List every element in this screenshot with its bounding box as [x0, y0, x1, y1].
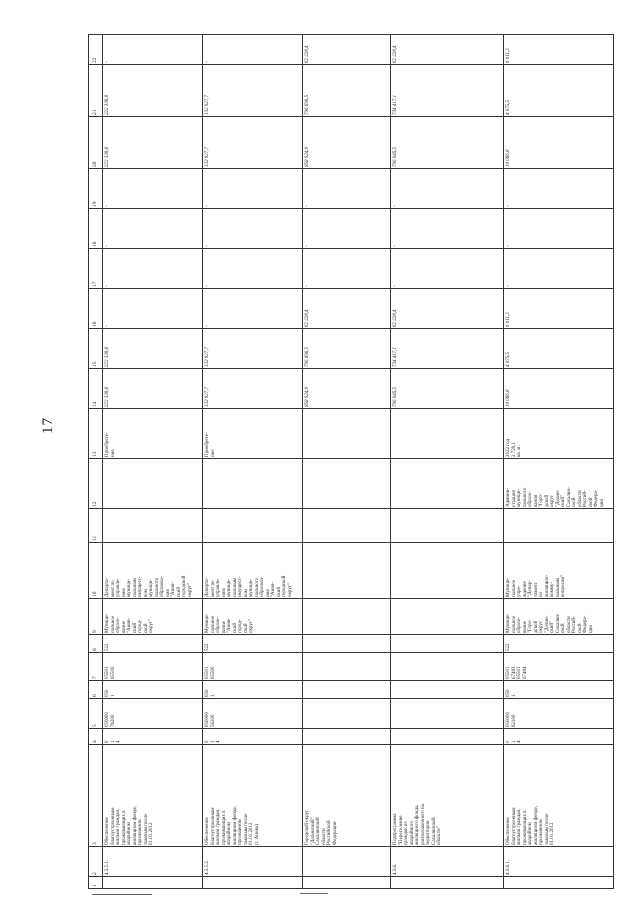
- cell-text: Приобрете- ние: [205, 432, 216, 457]
- cell-text: 222 338,8: [105, 387, 110, 407]
- table-row: [89, 509, 614, 543]
- table-cell: [103, 249, 203, 289]
- table-cell: [103, 117, 203, 169]
- table-cell: [391, 409, 504, 459]
- table-cell: [303, 459, 391, 509]
- table-row: [89, 543, 614, 599]
- table-cell: [103, 745, 203, 847]
- table-cell: [103, 699, 203, 729]
- header-label: 1: [92, 884, 98, 887]
- cell-text: 132 927,7: [205, 347, 210, 367]
- table-cell: [303, 169, 391, 209]
- header-cell: [89, 877, 103, 889]
- cell-text: -: [393, 205, 398, 207]
- cell-text: 05501 65500: [105, 666, 116, 679]
- table-cell: [303, 35, 391, 65]
- cell-text: 796 645,5: [393, 387, 398, 407]
- table-cell: [303, 599, 391, 635]
- table-row: [89, 877, 614, 889]
- table-cell: [391, 699, 504, 729]
- table-cell: [504, 249, 614, 289]
- table-cell: [103, 409, 203, 459]
- table-row: [89, 599, 614, 635]
- table-cell: [303, 877, 391, 889]
- cell-text: 4.3.5.1.: [105, 860, 110, 875]
- table-cell: [391, 35, 504, 65]
- header-label: 9: [92, 630, 98, 633]
- table-cell: [103, 329, 203, 369]
- cell-text: Городской округ "Долинский" Сахалинской области Российской Федерации: [305, 809, 338, 845]
- table-cell: [504, 599, 614, 635]
- table-cell: [391, 509, 504, 543]
- table-cell: [391, 249, 504, 289]
- scan-mark: [92, 894, 152, 895]
- cell-text: -: [305, 285, 310, 287]
- table-cell: [203, 681, 303, 699]
- table-cell: [103, 847, 203, 877]
- header-label: 19: [92, 201, 98, 207]
- cell-text: 522: [105, 643, 110, 651]
- cell-text: 796 696,5: [305, 95, 310, 115]
- cell-text: 2022 год 2 729,1 кв. м.: [506, 438, 522, 457]
- cell-text: 4 075,5: [506, 100, 511, 115]
- header-label: 22: [92, 57, 98, 63]
- cell-text: -: [205, 245, 210, 247]
- cell-text: 62 228,4: [305, 45, 310, 63]
- table-cell: [103, 65, 203, 117]
- table-cell: [103, 635, 203, 653]
- header-cell: [89, 117, 103, 169]
- table-cell: [391, 635, 504, 653]
- cell-text: Муници- пальное образо- вание "Анив- ский город- ской округ": [105, 613, 154, 633]
- table-cell: [391, 847, 504, 877]
- table-cell: [103, 877, 203, 889]
- cell-text: -: [305, 205, 310, 207]
- cell-text: -: [205, 285, 210, 287]
- cell-text: 050 1: [506, 689, 517, 697]
- header-label: 12: [92, 501, 98, 507]
- table-cell: [504, 509, 614, 543]
- cell-text: Муници- пальное учре- ждение "Депар- тамент по жилищно- комму- нальным вопросам": [506, 574, 566, 597]
- table-cell: [203, 369, 303, 409]
- table-cell: [203, 653, 303, 681]
- table-cell: [391, 169, 504, 209]
- header-label: 17: [92, 281, 98, 287]
- table-row: [89, 289, 614, 329]
- cell-text: 4.3.6.: [393, 863, 398, 875]
- cell-text: -: [506, 245, 511, 247]
- cell-text: 222 338,8: [105, 95, 110, 115]
- table-cell: [203, 329, 303, 369]
- header-cell: [89, 635, 103, 653]
- cell-text: Подпрограмма "Переселение граждан из аварийного жилищного фонда, расположенного на территории Сахалинской области": [393, 804, 442, 845]
- table-cell: [391, 543, 504, 599]
- cell-text: Департа- мент по управле- нию муници- пальным имущест- вом муници- пального образова- ния "Анив- ский городской округ": [105, 575, 193, 597]
- header-cell: [89, 699, 103, 729]
- header-cell: [89, 209, 103, 249]
- cell-text: 796 645,5: [393, 147, 398, 167]
- table-cell: [103, 653, 203, 681]
- table-row: [89, 65, 614, 117]
- table-cell: [203, 543, 303, 599]
- table-cell: [303, 249, 391, 289]
- header-cell: [89, 681, 103, 699]
- table-cell: [203, 249, 303, 289]
- header-cell: [89, 369, 103, 409]
- cell-text: -: [393, 285, 398, 287]
- table-cell: [391, 599, 504, 635]
- table-row: [89, 729, 614, 745]
- cell-text: 0 1 4: [506, 740, 522, 743]
- cell-text: 522: [506, 643, 511, 651]
- table-cell: [504, 369, 614, 409]
- table-cell: [103, 599, 203, 635]
- cell-text: Обеспечение благоустроенным жильем граждан, проживающих в аварийном жилищном фонде, признанном таковым после 01.01.2012: [105, 805, 154, 845]
- table-cell: [303, 729, 391, 745]
- table-cell: [504, 169, 614, 209]
- cell-text: 62 228,4: [393, 309, 398, 327]
- cell-text: -: [105, 245, 110, 247]
- cell-text: 132 927,7: [205, 147, 210, 167]
- table-cell: [303, 209, 391, 249]
- header-label: 13: [92, 451, 98, 457]
- table-cell: [103, 729, 203, 745]
- table-cell: [203, 65, 303, 117]
- table-cell: [504, 35, 614, 65]
- table-cell: [504, 745, 614, 847]
- table-cell: [303, 409, 391, 459]
- header-label: 21: [92, 109, 98, 115]
- table-cell: [303, 653, 391, 681]
- header-cell: [89, 847, 103, 877]
- cell-text: 4.3.5.2.: [205, 860, 210, 875]
- cell-text: -: [393, 245, 398, 247]
- table-row: [89, 681, 614, 699]
- table-cell: [103, 369, 203, 409]
- header-cell: [89, 249, 103, 289]
- cell-text: 132 927,7: [205, 95, 210, 115]
- table-row: [89, 653, 614, 681]
- table-cell: [203, 35, 303, 65]
- table-cell: [203, 289, 303, 329]
- table-cell: [391, 653, 504, 681]
- cell-text: -: [205, 325, 210, 327]
- table-cell: [103, 289, 203, 329]
- cell-text: 4.3.6.1.: [506, 860, 511, 875]
- header-cell: [89, 409, 103, 459]
- cell-text: Админи- страция муници- пального образо- вания "Горо- дской округ "Долин- ский" Сахалин- ской области Россий- ской Федера- ции: [506, 487, 605, 507]
- header-label: 16: [92, 321, 98, 327]
- header-cell: [89, 169, 103, 209]
- cell-text: Обеспечение благоустроенным жильем граждан, проживающих в аварийном жилищном фонде, признанном таковым после 01.01.2012: [506, 805, 555, 845]
- cell-text: 132 927,7: [205, 387, 210, 407]
- table-cell: [504, 729, 614, 745]
- cell-text: 05501 65500: [205, 666, 216, 679]
- page-number: 17: [40, 417, 56, 434]
- cell-text: Приобрете- ние: [105, 432, 116, 457]
- table-cell: [103, 543, 203, 599]
- table-cell: [203, 117, 303, 169]
- table-cell: [103, 459, 203, 509]
- table-cell: [303, 117, 391, 169]
- cell-text: 10 086,8: [506, 149, 511, 167]
- header-cell: [89, 745, 103, 847]
- cell-text: Муници- пальное образо- вание "Горо- дской округ "Долин- ский" Сахалин- ской области Россий- ской Федера- ции: [506, 613, 594, 633]
- table-cell: [203, 745, 303, 847]
- cell-text: 734 417,1: [393, 347, 398, 367]
- table-cell: [103, 35, 203, 65]
- header-cell: [89, 653, 103, 681]
- table-row: [89, 249, 614, 289]
- table-cell: [504, 877, 614, 889]
- table-cell: [504, 699, 614, 729]
- cell-text: -: [105, 205, 110, 207]
- table-cell: [203, 877, 303, 889]
- cell-text: -: [205, 61, 210, 63]
- table-cell: [504, 65, 614, 117]
- cell-text: 858 924,9: [305, 147, 310, 167]
- table-cell: [203, 599, 303, 635]
- table-cell: [391, 117, 504, 169]
- table-cell: [391, 289, 504, 329]
- table-cell: [303, 65, 391, 117]
- table-row: [89, 209, 614, 249]
- table-row: [89, 369, 614, 409]
- table-cell: [391, 329, 504, 369]
- table-cell: [504, 329, 614, 369]
- cell-text: 05501 67483 05501 67484: [506, 666, 528, 679]
- cell-text: 050 1: [105, 689, 116, 697]
- table-cell: [303, 699, 391, 729]
- table-cell: [391, 369, 504, 409]
- table-cell: [303, 509, 391, 543]
- cell-text: -: [506, 205, 511, 207]
- cell-text: 0 1 4: [205, 740, 221, 743]
- header-label: 14: [92, 401, 98, 407]
- table-cell: [103, 169, 203, 209]
- table-cell: [504, 635, 614, 653]
- header-cell: [89, 729, 103, 745]
- table-row: [89, 635, 614, 653]
- table-cell: [504, 653, 614, 681]
- cell-text: -: [105, 285, 110, 287]
- cell-text: 222 338,8: [105, 347, 110, 367]
- cell-text: 050 1: [205, 689, 216, 697]
- table-cell: [103, 509, 203, 543]
- cell-text: -: [105, 325, 110, 327]
- table-cell: [203, 209, 303, 249]
- table-cell: [391, 209, 504, 249]
- table-cell: [303, 289, 391, 329]
- header-cell: [89, 65, 103, 117]
- header-label: 11: [92, 535, 98, 541]
- table-cell: [391, 729, 504, 745]
- table-cell: [303, 847, 391, 877]
- cell-text: 796 696,5: [305, 347, 310, 367]
- header-label: 7: [92, 676, 98, 679]
- cell-text: 522: [205, 643, 210, 651]
- table-row: [89, 459, 614, 509]
- table-cell: [203, 459, 303, 509]
- table-cell: [303, 369, 391, 409]
- cell-text: 050000 76200: [105, 712, 116, 727]
- cell-text: Обеспечение благоустроенным жильем граждан, проживающих в аварийном жилищном фонде, признанном таковым после 01.01.2012 (г. Анива): [205, 805, 260, 845]
- header-label: 5: [92, 724, 98, 727]
- header-cell: [89, 543, 103, 599]
- table-cell: [303, 329, 391, 369]
- header-label: 4: [92, 740, 98, 743]
- table-row: [89, 745, 614, 847]
- table-row: [89, 409, 614, 459]
- cell-text: 222 338,8: [105, 147, 110, 167]
- table-cell: [504, 117, 614, 169]
- table-cell: [391, 459, 504, 509]
- table-cell: [303, 543, 391, 599]
- cell-text: -: [305, 245, 310, 247]
- header-label: 20: [92, 161, 98, 167]
- table-row: [89, 35, 614, 65]
- cell-text: Департа- мент по управле- нию муници- пальным имущест- вом муници- пального образова- ния "Анив- ский городской округ": [205, 575, 293, 597]
- table-cell: [391, 745, 504, 847]
- cell-text: 10 086,8: [506, 389, 511, 407]
- header-label: 18: [92, 241, 98, 247]
- table-row: [89, 169, 614, 209]
- table-cell: [203, 169, 303, 209]
- table-cell: [103, 681, 203, 699]
- cell-text: 858 924,9: [305, 387, 310, 407]
- budget-table: [88, 34, 613, 887]
- table-cell: [303, 745, 391, 847]
- table-cell: [391, 681, 504, 699]
- cell-text: -: [506, 285, 511, 287]
- table-cell: [504, 459, 614, 509]
- header-cell: [89, 289, 103, 329]
- table-cell: [391, 65, 504, 117]
- table-cell: [203, 847, 303, 877]
- budget-table-grid: [88, 34, 614, 889]
- cell-text: 734 417,1: [393, 95, 398, 115]
- table-cell: [504, 681, 614, 699]
- cell-text: 62 228,4: [393, 45, 398, 63]
- table-cell: [391, 877, 504, 889]
- table-cell: [203, 509, 303, 543]
- table-row: [89, 699, 614, 729]
- table-cell: [504, 543, 614, 599]
- cell-text: 6 011,3: [506, 48, 511, 63]
- cell-text: -: [105, 61, 110, 63]
- header-label: 2: [92, 872, 98, 875]
- cell-text: 0 1 4: [105, 740, 121, 743]
- header-cell: [89, 509, 103, 543]
- table-cell: [303, 681, 391, 699]
- cell-text: 6 011,3: [506, 312, 511, 327]
- table-cell: [504, 209, 614, 249]
- table-cell: [504, 409, 614, 459]
- table-cell: [203, 729, 303, 745]
- cell-text: 4 075,5: [506, 352, 511, 367]
- header-label: 3: [92, 842, 98, 845]
- table-cell: [203, 409, 303, 459]
- header-cell: [89, 329, 103, 369]
- table-cell: [303, 635, 391, 653]
- header-label: 6: [92, 694, 98, 697]
- header-label: 8: [92, 648, 98, 651]
- cell-text: 050000 62100: [506, 712, 517, 727]
- cell-text: Муници- пальное образо- вание "Анив- ский город- ской округ": [205, 613, 254, 633]
- table-cell: [203, 699, 303, 729]
- cell-text: 050000 56200: [205, 712, 216, 727]
- header-label: 15: [92, 361, 98, 367]
- scan-mark: [300, 893, 328, 894]
- header-label: 10: [92, 591, 98, 597]
- header-cell: [89, 459, 103, 509]
- cell-text: -: [205, 205, 210, 207]
- table-cell: [203, 635, 303, 653]
- table-row: [89, 847, 614, 877]
- table-cell: [103, 209, 203, 249]
- header-cell: [89, 35, 103, 65]
- cell-text: 62 228,4: [305, 309, 310, 327]
- header-cell: [89, 599, 103, 635]
- table-row: [89, 117, 614, 169]
- table-row: [89, 329, 614, 369]
- table-cell: [504, 847, 614, 877]
- table-cell: [504, 289, 614, 329]
